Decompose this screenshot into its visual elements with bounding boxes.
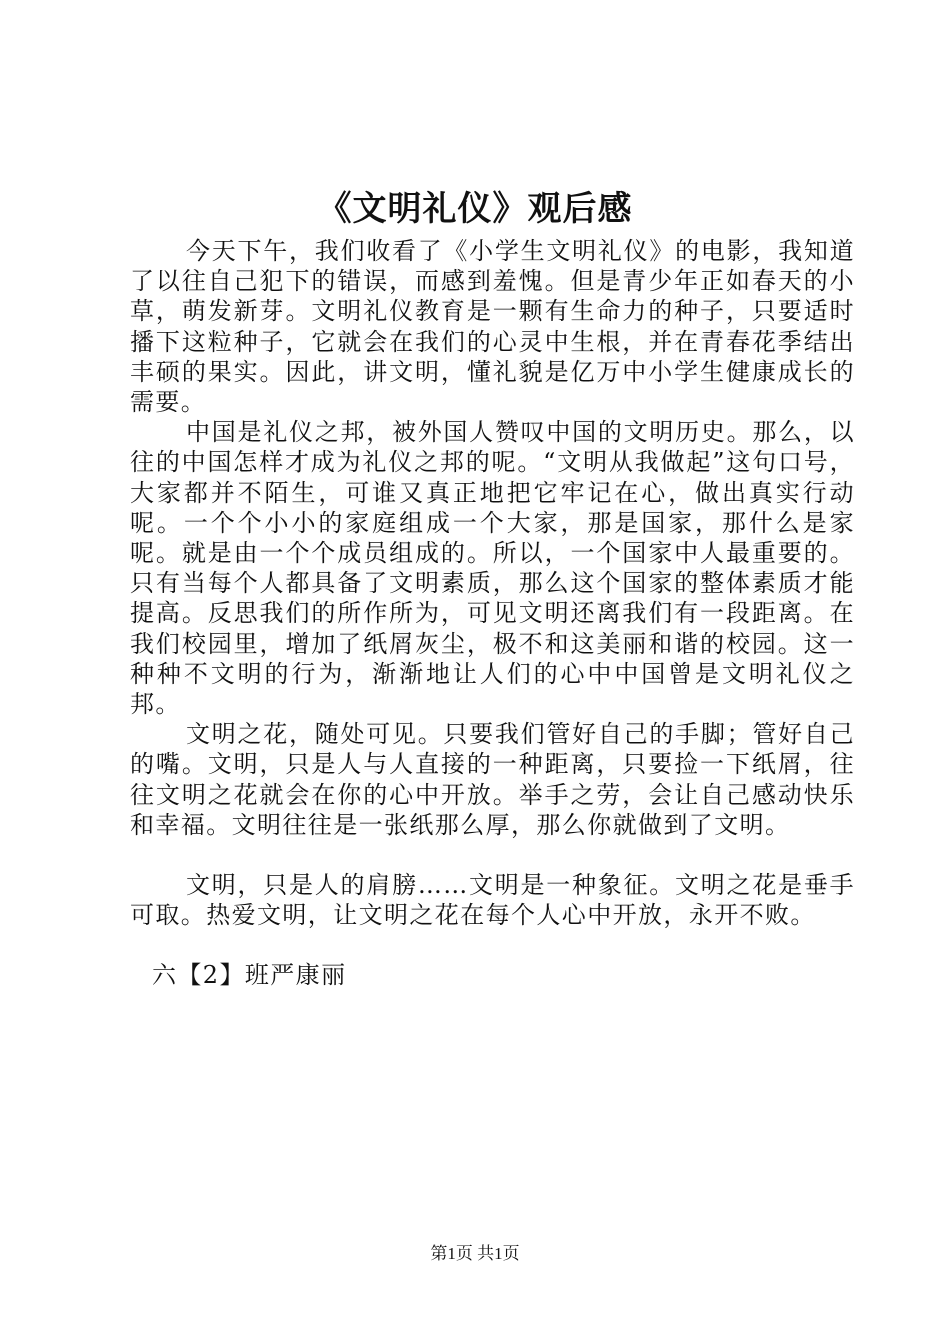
paragraph-spacer [130,930,855,960]
paragraph-4: 文明，只是人的肩膀……文明是一种象征。文明之花是垂手可取。热爱文明，让文明之花在每个人心中开放，永开不败。 [130,871,855,930]
page-footer: 第1页 共1页 [430,1244,520,1263]
paragraph-1: 今天下午，我们收看了《小学生文明礼仪》的电影，我知道了以往自己犯下的错误，而感到羞愧。但是青少年正如春天的小草，萌发新芽。文明礼仪教育是一颗有生命力的种子，只要适时播下这粒种子，它就会在我们的心灵中生根，并在青春花季结出丰硕的果实。因此，讲文明，懂礼貌是亿万中小学生健康成长的需要。 [130,237,855,417]
document-body [130,236,855,991]
paragraph-spacer [130,840,855,870]
document-title: 《文明礼仪》观后感 [317,189,633,229]
paragraph-2: 中国是礼仪之邦，被外国人赞叹中国的文明历史。那么，以往的中国怎样才成为礼仪之邦的呢。“文明从我做起”这句口号，大家都并不陌生，可谁又真正地把它牢记在心，做出真实行动呢。一个个小小的家庭组成一个大家，那是国家，那什么是家呢。就是由一个个成员组成的。所以，一个国家中人最重要的。只有当每个人都具备了文明素质，那么这个国家的整体素质才能提高。反思我们的所作所为，可见文明还离我们有一段距离。在我们校园里，增加了纸屑灰尘，极不和这美丽和谐的校园。这一种种不文明的行为，渐渐地让人们的心中中国曾是文明礼仪之邦。 [130,418,855,719]
paragraph-3: 文明之花，随处可见。只要我们管好自己的手脚；管好自己的嘴。文明，只是人与人直接的一种距离，只要捡一下纸屑，往往文明之花就会在你的心中开放。举手之劳，会让自己感动快乐和幸福。文明往往是一张纸那么厚，那么你就做到了文明。 [130,720,855,839]
author-signature: 六【2】班严康丽 [152,961,347,990]
